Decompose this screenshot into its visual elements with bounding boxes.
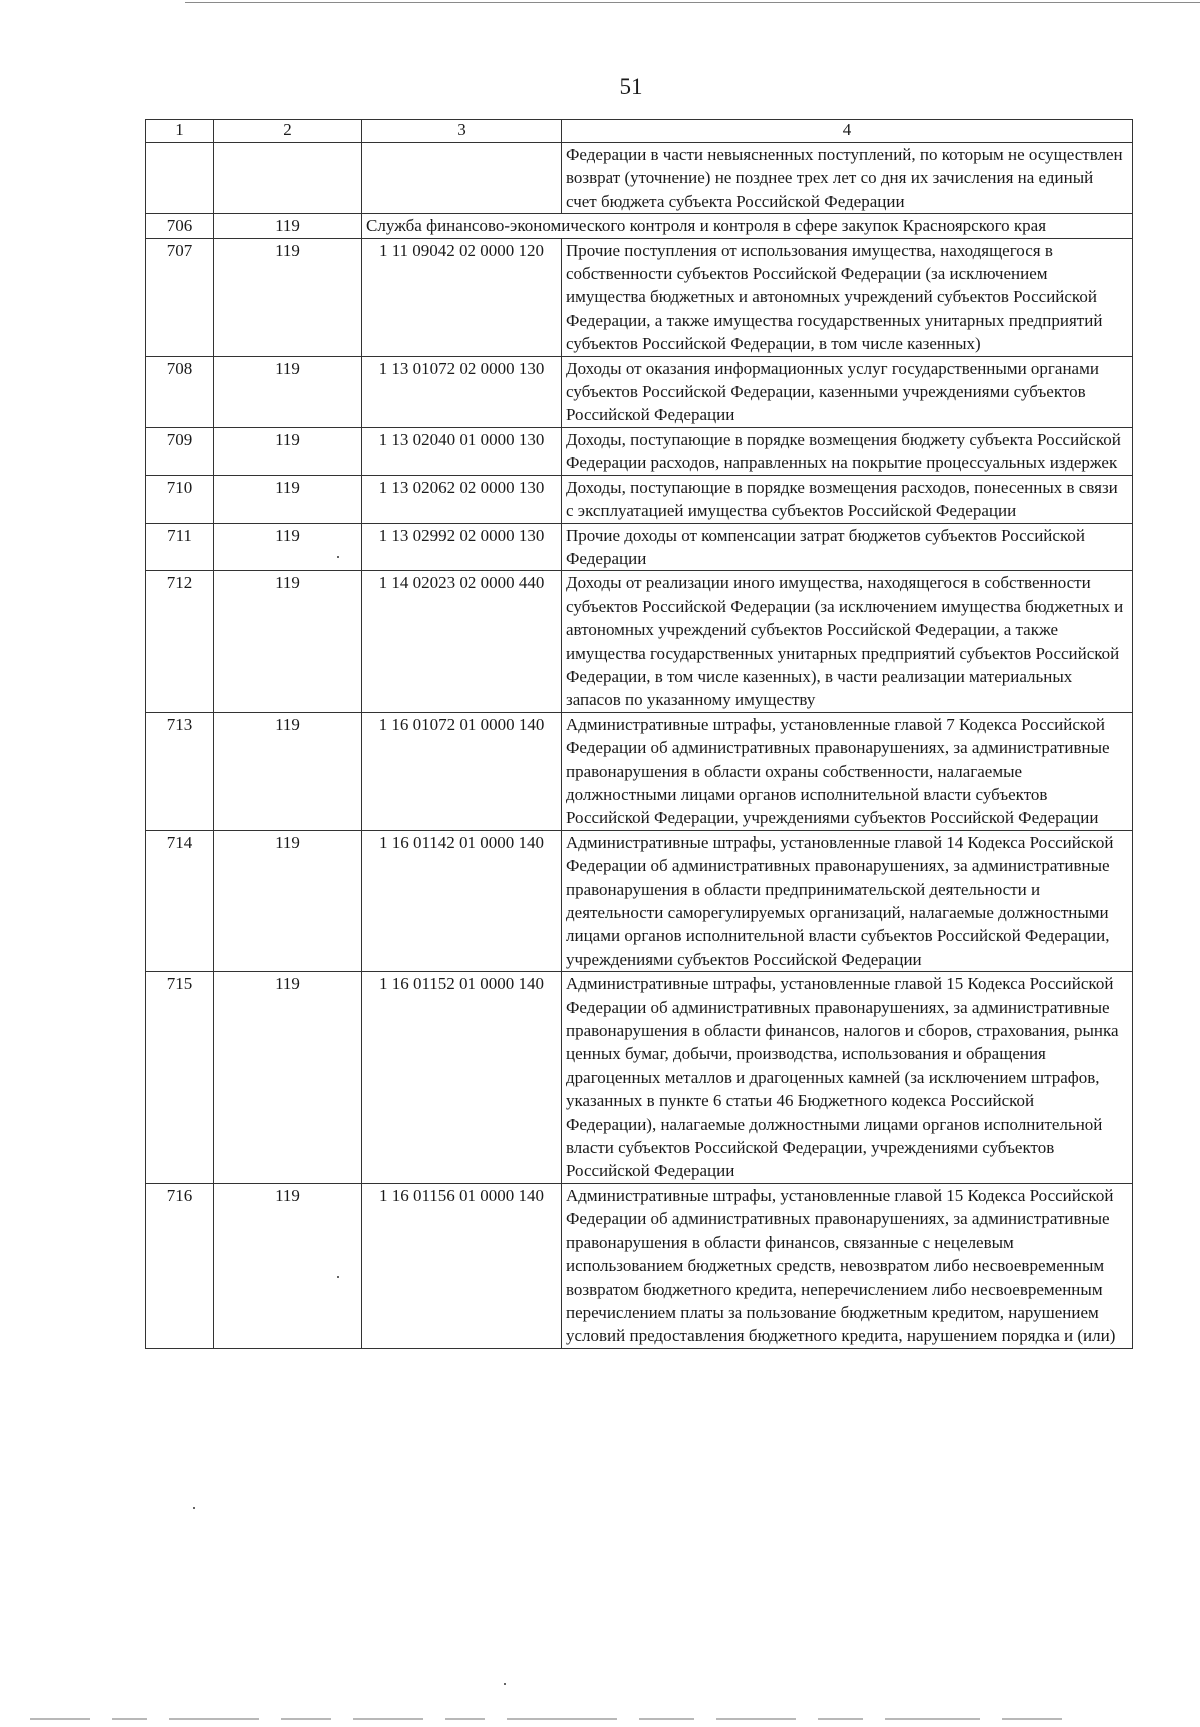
table-row xyxy=(146,475,1133,523)
revenue-name: Административные штрафы, установленные главой 15 Кодекса Российской Федерации об административных правонарушениях, за административные правонарушения в области финансов, связанные с нецелевым использованием бюджетных средств, невозвратом либо несвоевременным возвратом бюджетного кредита, неперечислением либо несвоевременным перечислением платы за пользование бюджетным кредитом, нарушением условий предоставления бюджетного кредита, нарушением порядка и (или) xyxy=(562,1183,1133,1348)
scan-edge-line xyxy=(185,2,1200,3)
table-row xyxy=(146,214,1133,238)
revenue-codes-table xyxy=(145,119,1133,1349)
admin-code: 119 xyxy=(214,427,362,475)
table-body xyxy=(146,143,1133,1349)
budget-classification-code: 1 13 02062 02 0000 130 xyxy=(362,475,562,523)
table-row xyxy=(146,972,1133,1184)
revenue-name: Федерации в части невыясненных поступлений, по которым не осуществлен возврат (уточнение) не позднее трех лет со дня их зачисления на единый счет бюджета субъекта Российской Федерации xyxy=(562,143,1133,214)
table-row xyxy=(146,830,1133,971)
revenue-name: Прочие доходы от компенсации затрат бюджетов субъектов Российской Федерации xyxy=(562,523,1133,571)
admin-code: 119 xyxy=(214,523,362,571)
header-col-3: 3 xyxy=(362,120,562,143)
row-number: 708 xyxy=(146,356,214,427)
budget-classification-code: 1 16 01152 01 0000 140 xyxy=(362,972,562,1184)
admin-code xyxy=(214,143,362,214)
row-number: 711 xyxy=(146,523,214,571)
header-col-4: 4 xyxy=(562,120,1133,143)
revenue-name: Прочие поступления от использования имущества, находящегося в собственности субъектов Российской Федерации (за исключением имущества бюджетных и автономных учреждений субъектов Российской Федерации, а также имущества государственных унитарных предприятий субъектов Российской Федерации, в том числе казенных) xyxy=(562,238,1133,356)
revenue-name: Доходы от оказания информационных услуг государственными органами субъектов Российской Федерации, казенными учреждениями субъектов Российской Федерации xyxy=(562,356,1133,427)
row-number: 712 xyxy=(146,571,214,712)
admin-code: 119 xyxy=(214,1183,362,1348)
scan-footer-noise xyxy=(30,1710,1170,1720)
budget-classification-code: 1 13 02040 01 0000 130 xyxy=(362,427,562,475)
row-number: 716 xyxy=(146,1183,214,1348)
admin-code: 119 xyxy=(214,571,362,712)
agency-title: Служба финансово-экономического контроля и контроля в сфере закупок Красноярского края xyxy=(362,214,1133,238)
budget-classification-code: 1 16 01142 01 0000 140 xyxy=(362,830,562,971)
admin-code: 119 xyxy=(214,712,362,830)
revenue-name: Административные штрафы, установленные главой 14 Кодекса Российской Федерации об административных правонарушениях, за административные правонарушения в области предпринимательской деятельности и деятельности саморегулируемых организаций, налагаемые должностными лицами органов исполнительной власти субъектов Российской Федерации, учреждениями субъектов Российской Федерации xyxy=(562,830,1133,971)
row-number: 709 xyxy=(146,427,214,475)
table-row xyxy=(146,712,1133,830)
scan-speck xyxy=(193,1507,195,1509)
row-number: 715 xyxy=(146,972,214,1184)
scan-speck xyxy=(504,1683,506,1685)
revenue-name: Доходы, поступающие в порядке возмещения бюджету субъекта Российской Федерации расходов, направленных на покрытие процессуальных издержек xyxy=(562,427,1133,475)
table-row xyxy=(146,143,1133,214)
revenue-name: Доходы от реализации иного имущества, находящегося в собственности субъектов Российской Федерации (за исключением имущества бюджетных и автономных учреждений субъектов Российской Федерации, а также имущества государственных унитарных предприятий субъектов Российской Федерации, в том числе казенных), в части реализации материальных запасов по указанному имуществу xyxy=(562,571,1133,712)
admin-code: 119 xyxy=(214,356,362,427)
table-row xyxy=(146,356,1133,427)
row-number: 706 xyxy=(146,214,214,238)
table-row xyxy=(146,571,1133,712)
budget-classification-code: 1 13 01072 02 0000 130 xyxy=(362,356,562,427)
revenue-name: Административные штрафы, установленные главой 15 Кодекса Российской Федерации об административных правонарушениях, за административные правонарушения в области финансов, налогов и сборов, страхования, рынка ценных бумаг, добычи, производства, использования и обращения драгоценных металлов и драгоценных камней (за исключением штрафов, указанных в пункте 6 статьи 46 Бюджетного кодекса Российской Федерации), налагаемые должностными лицами органов исполнительной власти субъектов Российской Федерации, учреждениями субъектов Российской Федерации xyxy=(562,972,1133,1184)
budget-classification-code: 1 16 01072 01 0000 140 xyxy=(362,712,562,830)
header-row xyxy=(146,120,1133,143)
row-number: 707 xyxy=(146,238,214,356)
row-number xyxy=(146,143,214,214)
table-row xyxy=(146,523,1133,571)
row-number: 714 xyxy=(146,830,214,971)
page-number: 51 xyxy=(619,74,643,99)
scan-speck xyxy=(337,556,339,558)
header-col-1: 1 xyxy=(146,120,214,143)
row-number: 713 xyxy=(146,712,214,830)
budget-classification-code: 1 14 02023 02 0000 440 xyxy=(362,571,562,712)
admin-code: 119 xyxy=(214,214,362,238)
budget-classification-code: 1 11 09042 02 0000 120 xyxy=(362,238,562,356)
row-number: 710 xyxy=(146,475,214,523)
scan-speck xyxy=(337,1276,339,1278)
header-col-2: 2 xyxy=(214,120,362,143)
budget-classification-code: 1 16 01156 01 0000 140 xyxy=(362,1183,562,1348)
revenue-name: Доходы, поступающие в порядке возмещения расходов, понесенных в связи с эксплуатацией имущества субъектов Российской Федерации xyxy=(562,475,1133,523)
table-row xyxy=(146,238,1133,356)
table-row xyxy=(146,1183,1133,1348)
revenue-name: Административные штрафы, установленные главой 7 Кодекса Российской Федерации об административных правонарушениях, за административные правонарушения в области охраны собственности, налагаемые должностными лицами органов исполнительной власти субъектов Российской Федерации, учреждениями субъектов Российской Федерации xyxy=(562,712,1133,830)
budget-classification-code: 1 13 02992 02 0000 130 xyxy=(362,523,562,571)
budget-classification-code xyxy=(362,143,562,214)
admin-code: 119 xyxy=(214,238,362,356)
table-row xyxy=(146,427,1133,475)
admin-code: 119 xyxy=(214,475,362,523)
admin-code: 119 xyxy=(214,972,362,1184)
admin-code: 119 xyxy=(214,830,362,971)
